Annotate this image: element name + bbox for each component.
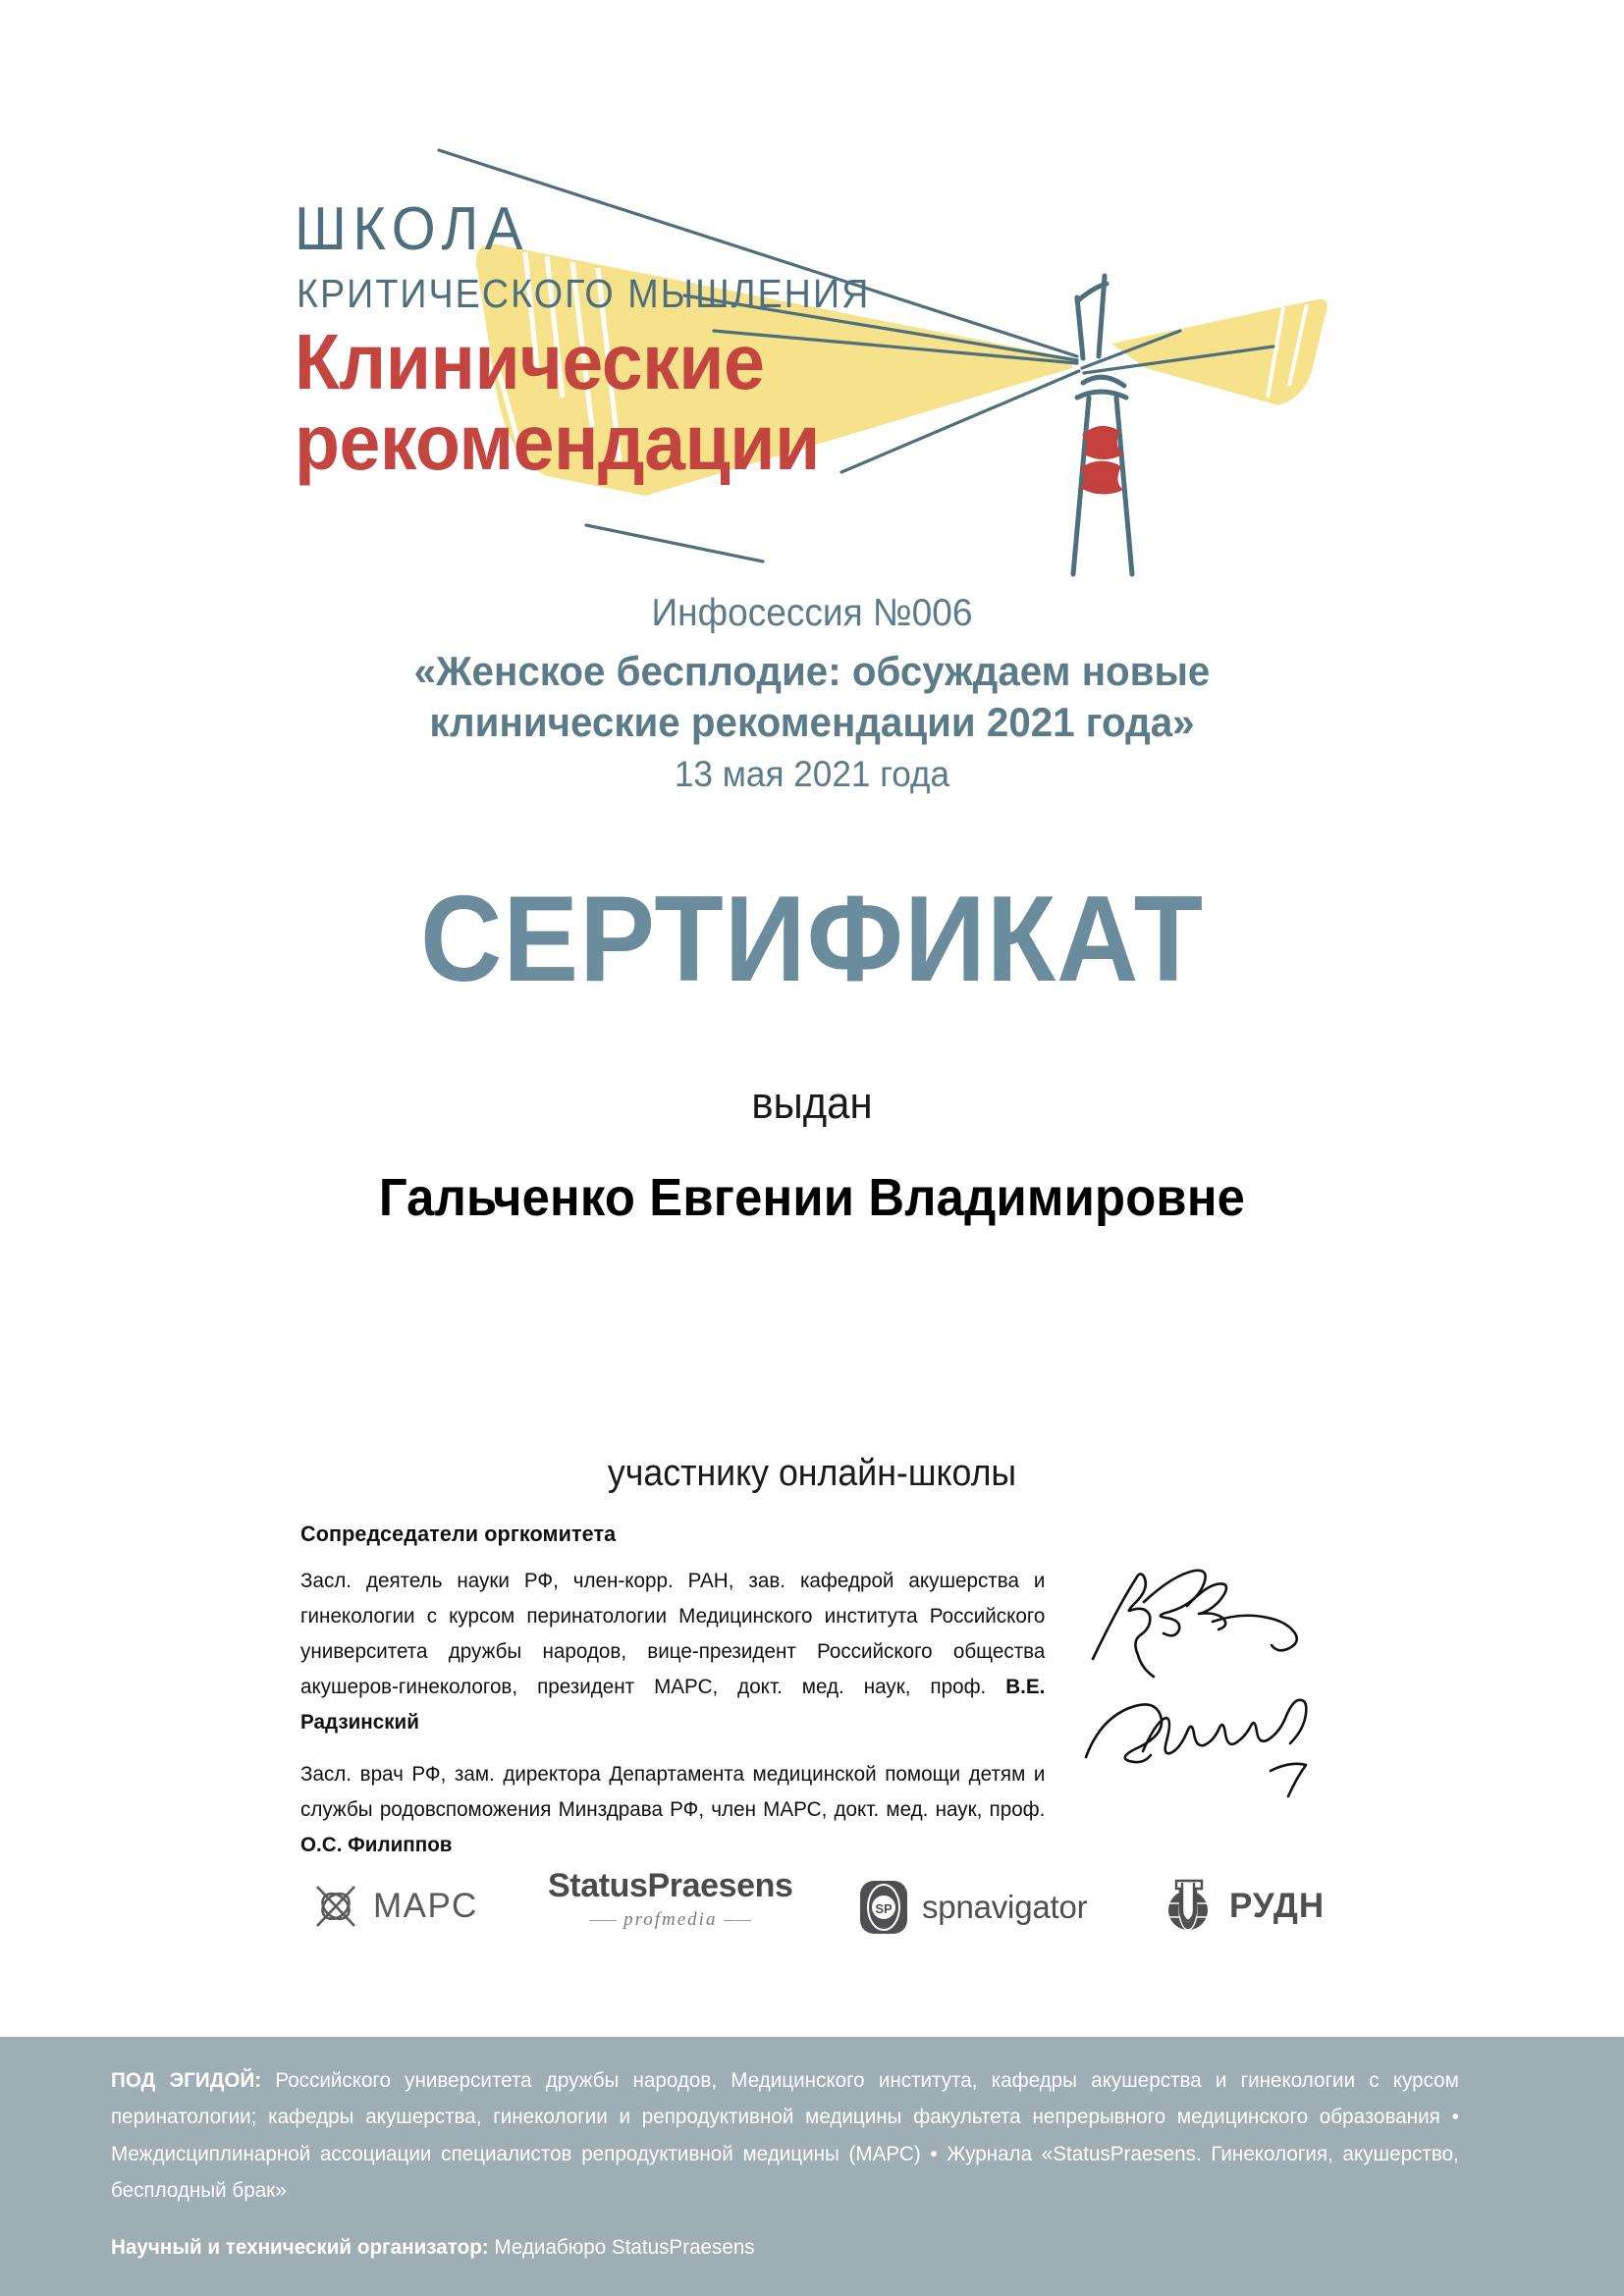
committee-member-name: О.С. Филиппов — [300, 1832, 453, 1856]
footer — [0, 2037, 1624, 2296]
partner-spnavigator — [858, 1879, 1087, 1936]
session-number: Инфосессия №006 — [651, 592, 973, 634]
session-title — [32, 646, 1592, 748]
partner-mars — [310, 1881, 478, 1932]
committee-member — [300, 1563, 1045, 1740]
committee-member-description: Засл. деятель науки РФ, член-корр. РАН, зав. кафедрой акушерства и гинекологии с курсом перинатологии Медицинского института Российского университета дружбы народов, вице-президент Российского общества акушеров-гинекологов, президент МАРС, докт. мед. наук, проф. — [300, 1569, 1046, 1699]
partner-rudn — [1161, 1877, 1325, 1936]
partner-logos — [0, 1867, 1624, 1985]
recipient-name: Гальченко Евгении Владимировне — [378, 1168, 1246, 1227]
committee-heading: Сопредседатели оргкомитета — [300, 1522, 617, 1546]
footer-aegis-text: Российского университета дружбы народов, Медицинского института, кафедры акушерства и гинекологии с курсом перинатологии; кафедры акушерства, гинекологии и репродуктивной медицины факультета непрерывного медицинского образования • Междисциплинарной ассоциации специалистов репродуктивной медицины (МАРС) • Журнала «StatusPraesens. Гинекология, акушерство, бесплодный брак» — [111, 2068, 1459, 2203]
recipient-role: участнику онлайн-школы — [607, 1453, 1017, 1494]
footer-content — [111, 2062, 1515, 2260]
signature-radzinsky — [1085, 1561, 1340, 1679]
footer-aegis-label: ПОД ЭГИДОЙ: — [111, 2068, 262, 2092]
session-info — [0, 589, 1624, 795]
partner-statuspraesens-sublabel-wrap — [589, 1909, 751, 1931]
partner-spnavigator-label: spnavigator — [922, 1889, 1088, 1925]
session-title-line1: «Женское бесплодие: обсуждаем новые — [413, 647, 1211, 694]
partner-statuspraesens-sublabel: profmedia — [623, 1909, 718, 1930]
signature-filippov — [1078, 1686, 1338, 1799]
mars-crossed-icon — [310, 1881, 361, 1932]
logo-line-clinical — [295, 318, 996, 486]
issued-label: выдан — [751, 1078, 873, 1128]
page-title: СЕРТИФИКАТ — [420, 872, 1204, 1007]
partner-statuspraesens — [548, 1867, 793, 1931]
organizing-committee — [300, 1522, 1076, 1878]
rudn-emblem-icon — [1161, 1877, 1218, 1936]
rule-left — [589, 1920, 617, 1921]
logo-line-critical-thinking: КРИТИЧЕСКОГО МЫШЛЕНИЯ — [297, 271, 871, 316]
school-logo — [0, 74, 1624, 584]
committee-member-name: В.Е. Радзинский — [300, 1675, 1046, 1735]
footer-aegis — [111, 2062, 1459, 2210]
committee-member-description: Засл. врач РФ, зам. директора Департамента медицинской помощи детям и службы родовспоможения Минздрава РФ, член МАРС, докт. мед. наук, проф. — [300, 1761, 1046, 1821]
logo-word-clinical: Клинические — [295, 318, 765, 405]
footer-organizer-label: Научный и технический организатор: — [111, 2234, 489, 2259]
committee-member — [300, 1756, 1045, 1862]
svg-text:SP: SP — [875, 1901, 893, 1916]
partner-rudn-label: РУДН — [1229, 1887, 1326, 1925]
sp-badge-icon — [858, 1879, 909, 1936]
footer-organizer-text: Медиабюро StatusPraesens — [488, 2234, 755, 2259]
footer-organizer — [111, 2235, 1459, 2260]
rule-right — [724, 1920, 751, 1921]
session-date: 13 мая 2021 года — [674, 753, 950, 794]
session-title-line2: клинические рекомендации 2021 года» — [429, 698, 1195, 745]
logo-line-school: ШКОЛА — [295, 195, 529, 263]
partner-mars-label: МАРС — [373, 1887, 478, 1925]
partner-statuspraesens-label: StatusPraesens — [548, 1867, 793, 1904]
logo-word-recommendations: рекомендации — [295, 398, 820, 486]
